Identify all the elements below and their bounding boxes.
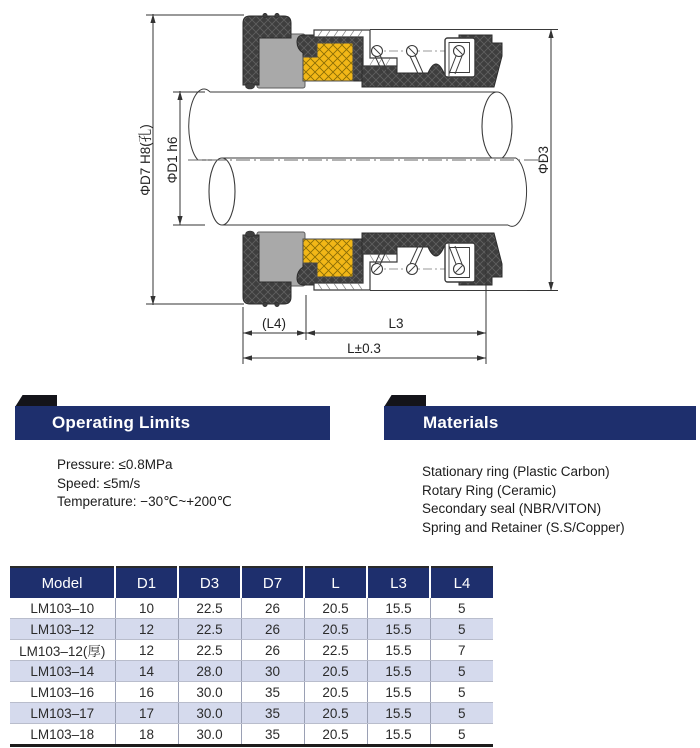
table-cell: 30.0 bbox=[178, 682, 241, 703]
seal-assembly bbox=[243, 13, 558, 89]
table-header-row bbox=[10, 567, 493, 598]
column-header-d3: D3 bbox=[178, 567, 241, 598]
table-cell: LM103–17 bbox=[10, 703, 115, 724]
table-cell: 15.5 bbox=[367, 640, 430, 661]
table-cell: 20.5 bbox=[304, 661, 367, 682]
table-cell: 22.5 bbox=[304, 640, 367, 661]
table-cell: 20.5 bbox=[304, 682, 367, 703]
spec-table bbox=[10, 566, 493, 747]
table-cell: 5 bbox=[430, 598, 493, 619]
table-cell: 20.5 bbox=[304, 703, 367, 724]
spring-retainer bbox=[445, 38, 475, 77]
table-cell: 17 bbox=[115, 703, 178, 724]
materials-text bbox=[422, 463, 625, 537]
table-cell: 15.5 bbox=[367, 724, 430, 746]
dim-label-d3: ΦD3 bbox=[536, 145, 551, 175]
table-cell: 22.5 bbox=[178, 598, 241, 619]
table-cell: 16 bbox=[115, 682, 178, 703]
table-cell: 5 bbox=[430, 661, 493, 682]
table-cell: 28.0 bbox=[178, 661, 241, 682]
column-header-l4: L4 bbox=[430, 567, 493, 598]
table-cell: 5 bbox=[430, 619, 493, 640]
operating-limit-line: Pressure: ≤0.8MPa bbox=[57, 457, 173, 472]
table-cell: 30 bbox=[241, 661, 304, 682]
table-cell: LM103–12(厚) bbox=[10, 640, 115, 661]
table-row bbox=[10, 703, 493, 724]
table-cell: 15.5 bbox=[367, 598, 430, 619]
dim-label-d7: ΦD7 H8(孔) bbox=[138, 124, 153, 196]
table-cell: 7 bbox=[430, 640, 493, 661]
shaft bbox=[188, 89, 545, 226]
column-header-model: Model bbox=[10, 567, 115, 598]
materials-title: Materials bbox=[423, 413, 499, 432]
table-cell: 15.5 bbox=[367, 703, 430, 724]
table-cell: 22.5 bbox=[178, 619, 241, 640]
material-line: Spring and Retainer (S.S/Copper) bbox=[422, 519, 625, 535]
table-cell: 10 bbox=[115, 598, 178, 619]
table-cell: 35 bbox=[241, 682, 304, 703]
table-row bbox=[10, 682, 493, 703]
operating-limits-text bbox=[57, 456, 232, 512]
column-header-d1: D1 bbox=[115, 567, 178, 598]
table-row bbox=[10, 598, 493, 619]
table-cell: LM103–18 bbox=[10, 724, 115, 746]
table-cell: 14 bbox=[115, 661, 178, 682]
column-header-d7: D7 bbox=[241, 567, 304, 598]
table-cell: 30.0 bbox=[178, 724, 241, 746]
table-cell: 26 bbox=[241, 619, 304, 640]
table-cell: 15.5 bbox=[367, 661, 430, 682]
table-cell: 20.5 bbox=[304, 598, 367, 619]
table-cell: 12 bbox=[115, 619, 178, 640]
table-cell: 22.5 bbox=[178, 640, 241, 661]
table-cell: 30.0 bbox=[178, 703, 241, 724]
table-cell: 26 bbox=[241, 640, 304, 661]
table-row bbox=[10, 724, 493, 746]
materials-header bbox=[384, 406, 696, 440]
table-cell: 35 bbox=[241, 703, 304, 724]
table-row bbox=[10, 619, 493, 640]
operating-limits-title: Operating Limits bbox=[52, 413, 191, 432]
table-cell: 12 bbox=[115, 640, 178, 661]
dim-label-l3: L3 bbox=[388, 316, 404, 331]
table-cell: 20.5 bbox=[304, 724, 367, 746]
table-cell: LM103–16 bbox=[10, 682, 115, 703]
table-cell: LM103–10 bbox=[10, 598, 115, 619]
table-body bbox=[10, 598, 493, 746]
table-cell: 26 bbox=[241, 598, 304, 619]
column-header-l: L bbox=[304, 567, 367, 598]
dim-label-d1: ΦD1 h6 bbox=[165, 136, 180, 184]
operating-limits-header bbox=[15, 406, 330, 440]
material-line: Secondary seal (NBR/VITON) bbox=[422, 501, 602, 516]
table-cell: 15.5 bbox=[367, 682, 430, 703]
table-cell: 20.5 bbox=[304, 619, 367, 640]
table-cell: 5 bbox=[430, 703, 493, 724]
table-row bbox=[10, 640, 493, 661]
table-cell: 15.5 bbox=[367, 619, 430, 640]
table-cell: LM103–14 bbox=[10, 661, 115, 682]
material-line: Stationary ring (Plastic Carbon) bbox=[422, 464, 610, 479]
dim-label-l: L±0.3 bbox=[347, 341, 381, 356]
dim-label-l4: (L4) bbox=[261, 316, 287, 331]
table-cell: 5 bbox=[430, 682, 493, 703]
table-cell: 35 bbox=[241, 724, 304, 746]
table-cell: LM103–12 bbox=[10, 619, 115, 640]
material-line: Rotary Ring (Ceramic) bbox=[422, 482, 557, 498]
table-row bbox=[10, 661, 493, 682]
table-cell: 5 bbox=[430, 724, 493, 746]
operating-limit-line: Speed: ≤5m/s bbox=[57, 475, 141, 491]
column-header-l3: L3 bbox=[367, 567, 430, 598]
table-cell: 18 bbox=[115, 724, 178, 746]
operating-limit-line: Temperature: −30℃~+200℃ bbox=[57, 494, 232, 509]
